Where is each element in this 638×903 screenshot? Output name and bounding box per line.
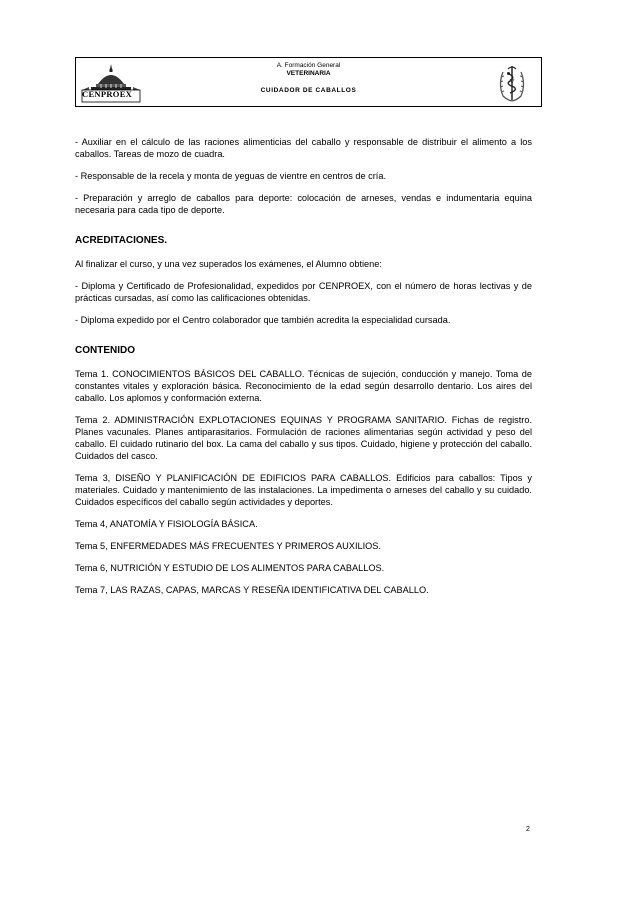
tema-item: Tema 5, ENFERMEDADES MÁS FRECUENTES Y PRIMEROS AUXILIOS. bbox=[75, 541, 381, 551]
section-heading-contenido: CONTENIDO bbox=[75, 345, 135, 356]
page-number: 2 bbox=[526, 826, 530, 833]
veterinary-caduceus-icon bbox=[495, 62, 529, 104]
header-subtitle: A. Formación General bbox=[276, 62, 341, 69]
tema-item: Tema 2. ADMINISTRACIÓN EXPLOTACIONES EQUINAS Y PROGRAMA SANITARIO. Fichas de registro. Planes vacunales. Planes antiparasitarios. Formulación de raciones alimentarias según actividad y peso del caballo. El cuidado rutinario del box. La cama del caballo y sus tipos. Cuidado, higiene y protección del caballo. Cuidados del casco. bbox=[75, 415, 532, 461]
brand-name: CENPROEX bbox=[82, 89, 133, 99]
acreditaciones-item: - Diploma y Certificado de Profesionalidad, expedidos por CENPROEX, con el número de horas lectivas y de prácticas cursadas, así como las calificaciones obtenidas. bbox=[75, 281, 532, 303]
tema-item: Tema 4, ANATOMÍA Y FISIOLOGÍA BÁSICA. bbox=[75, 519, 258, 529]
intro-item: - Responsable de la recela y monta de yeguas de vientre en centros de cría. bbox=[75, 171, 387, 181]
acreditaciones-item: - Diploma expedido por el Centro colaborador que también acredita la especialidad cursada. bbox=[75, 315, 451, 325]
tema-item: Tema 6, NUTRICIÓN Y ESTUDIO DE LOS ALIMENTOS PARA CABALLOS. bbox=[75, 563, 385, 573]
document-body bbox=[75, 136, 532, 606]
document-header bbox=[75, 57, 542, 107]
section-heading-acreditaciones: ACREDITACIONES. bbox=[75, 235, 168, 246]
svg-text:V: V bbox=[509, 78, 515, 86]
acreditaciones-intro: Al finalizar el curso, y una vez superados los exámenes, el Alumno obtiene: bbox=[75, 259, 382, 269]
header-department: VETERINARIA bbox=[286, 70, 331, 77]
intro-item: - Preparación y arreglo de caballos para deporte: colocación de arneses, vendas e indumentaria equina necesaria para cada tipo de deporte. bbox=[75, 193, 532, 215]
header-course: CUIDADOR DE CABALLOS bbox=[260, 87, 357, 94]
tema-item: Tema 1. CONOCIMIENTOS BÁSICOS DEL CABALLO. Técnicas de sujeción, conducción y manejo. Toma de constantes vitales y exploración básica. Reconocimiento de la edad según desarrollo dentario. Los aires del caballo. Los aplomos y conformación externa. bbox=[75, 369, 532, 403]
header-titles bbox=[76, 62, 541, 95]
tema-item: Tema 3, DISEÑO Y PLANIFICACIÓN DE EDIFICIOS PARA CABALLOS. Edificios para caballos: Tipos y materiales. Cuidado y mantenimiento de las instalaciones. La impedimenta o arneses del caballo y su cuidado. Cuidados específicos del caballo según actividades y deportes. bbox=[75, 473, 532, 507]
tema-item: Tema 7, LAS RAZAS, CAPAS, MARCAS Y RESEÑA IDENTIFICATIVA DEL CABALLO. bbox=[75, 585, 429, 595]
intro-item: - Auxiliar en el cálculo de las raciones alimenticias del caballo y responsable de distribuir el alimento a los caballos. Tareas de mozo de cuadra. bbox=[75, 137, 532, 159]
